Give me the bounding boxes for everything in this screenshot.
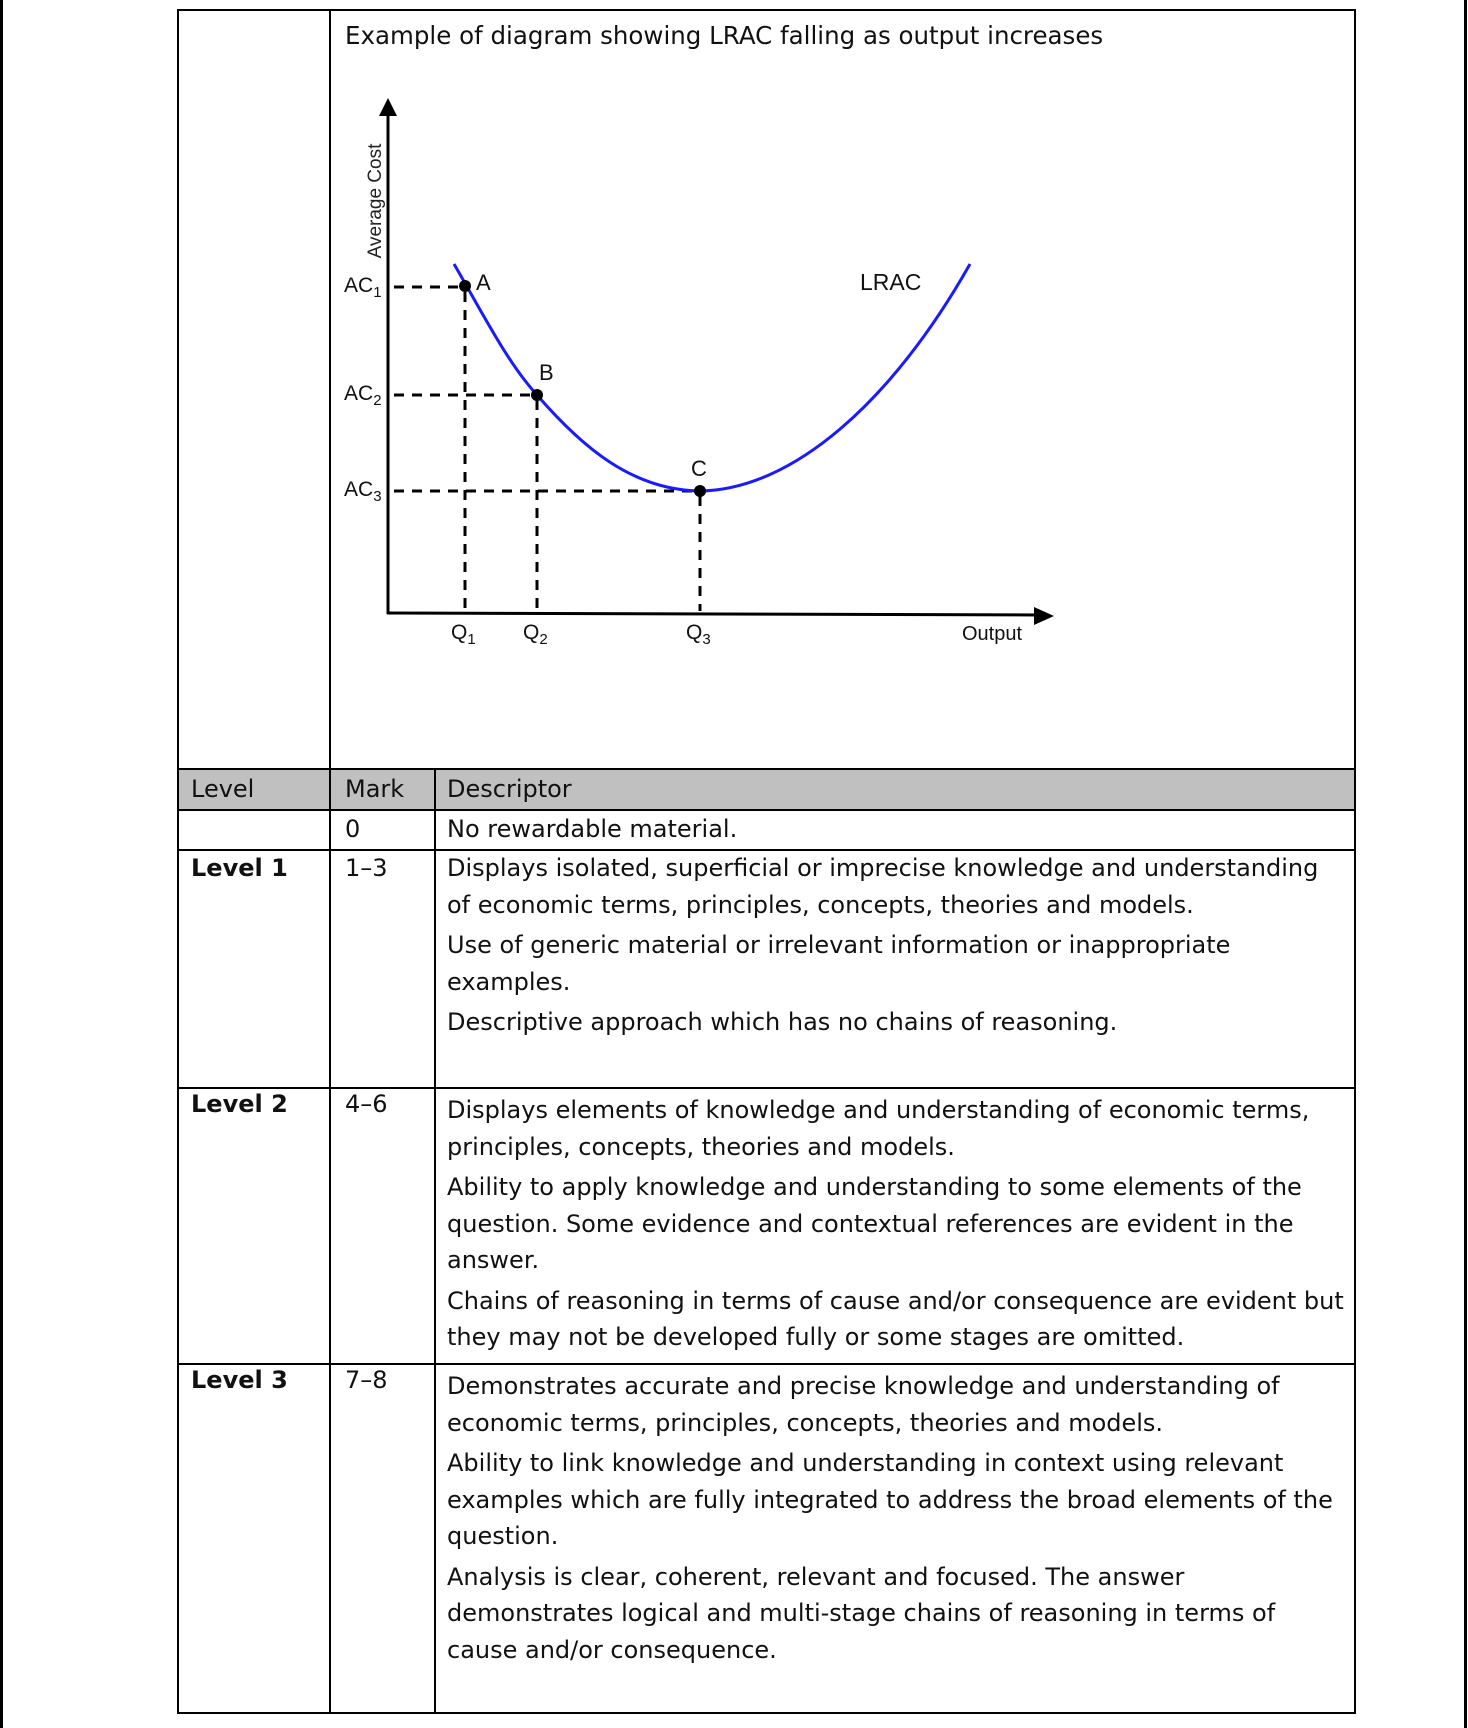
header-level: Level xyxy=(191,775,255,803)
header-descriptor: Descriptor xyxy=(447,775,572,803)
level2-label: Level 2 xyxy=(191,1090,288,1118)
ac3-label: $AC_3$ xyxy=(344,478,382,506)
q1-label: $Q_1$ xyxy=(451,621,476,649)
divider xyxy=(179,768,1354,770)
curve-label: LRAC xyxy=(860,269,922,295)
level2-mark: 4–6 xyxy=(345,1090,388,1118)
level2-descriptor: Displays elements of knowledge and understanding of economic terms, principles, concepts, theories and models. Ability to apply knowledge and understanding to some elements of the question. Some evidence and contextual references are evident in the answer. Chains of reasoning in terms of cause and/or consequence are evident but they may not be developed fully or some stages are omitted. xyxy=(447,1096,1344,1351)
q2-label: $Q_2$ xyxy=(523,621,548,649)
row0-descriptor: No rewardable material. xyxy=(447,815,738,843)
point-c xyxy=(694,485,706,497)
lrac-curve xyxy=(454,264,970,491)
row0-mark: 0 xyxy=(345,815,361,843)
ac1-label: $AC_1$ xyxy=(344,274,382,302)
mark-scheme-table xyxy=(177,9,1356,1714)
q3-label: $Q_3$ xyxy=(686,621,711,649)
point-c-label: C xyxy=(691,456,707,481)
point-a-label: A xyxy=(476,270,491,295)
ac2-label: $AC_2$ xyxy=(344,382,382,410)
level3-mark: 7–8 xyxy=(345,1366,388,1394)
x-axis-arrow-icon xyxy=(1034,607,1054,625)
page-right-edge xyxy=(1464,0,1467,1728)
mark-descriptor-divider xyxy=(434,768,436,1714)
x-axis-label: Output xyxy=(962,623,1023,645)
level1-descriptor: Displays isolated, superficial or imprecise knowledge and understanding of economic terms, principles, concepts, theories and models. Use of generic material or irrelevant information or inappropriate examples. Descriptive approach which has no chains of reasoning. xyxy=(447,854,1319,1036)
diagram-title: Example of diagram showing LRAC falling as output increases xyxy=(345,21,1104,50)
level1-mark: 1–3 xyxy=(345,854,388,882)
page-left-edge xyxy=(0,0,3,1728)
level-mark-divider xyxy=(329,768,331,1714)
level1-label: Level 1 xyxy=(191,854,288,882)
header-mark: Mark xyxy=(345,775,405,803)
level3-label: Level 3 xyxy=(191,1366,288,1394)
point-b xyxy=(531,389,543,401)
y-axis-arrow-icon xyxy=(379,98,397,116)
y-axis-label: Average Cost xyxy=(365,143,386,259)
point-a xyxy=(459,280,471,292)
level3-descriptor: Demonstrates accurate and precise knowledge and understanding of economic terms, principles, concepts, theories and models. Ability to link knowledge and understanding in context using relevant examples which are fully integrated to address the broad elements of the question. Analysis is clear, coherent, relevant and focused. The answer demonstrates logical and multi-stage chains of reasoning in terms of cause and/or consequence. xyxy=(447,1372,1333,1664)
point-b-label: B xyxy=(539,360,554,385)
